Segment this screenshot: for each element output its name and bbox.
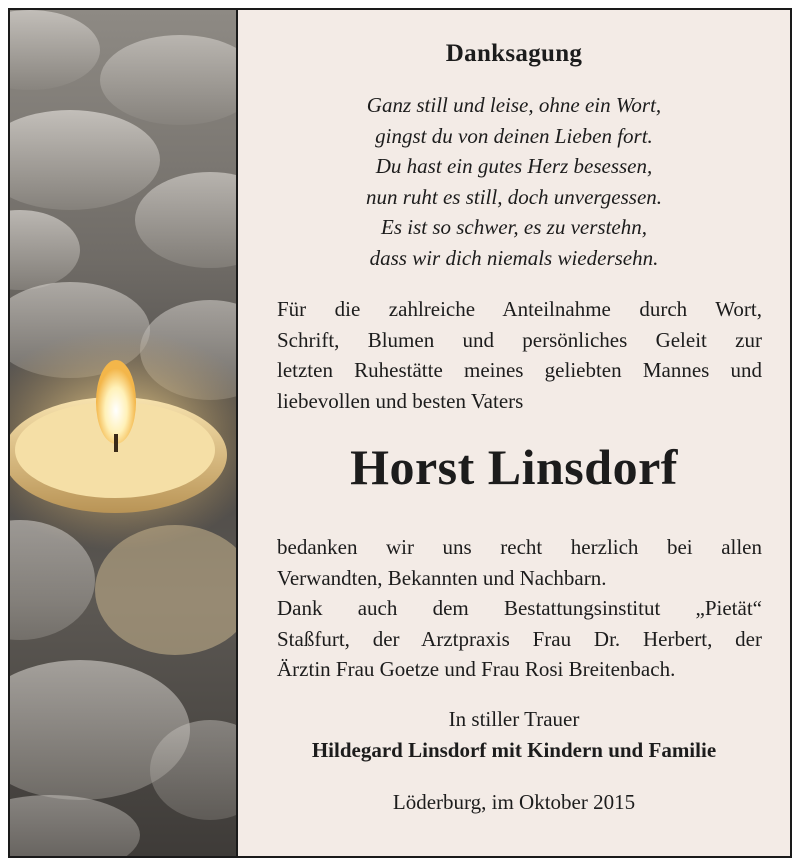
paragraph-line: Verwandten, Bekannten und Nachbarn. [277,565,607,590]
poem-line: Ganz still und leise, ohne ein Wort, [366,93,662,117]
mourning-block [238,704,790,765]
thanks-paragraph [277,532,762,685]
paragraph-line: letzten Ruhestätte meines geliebten Mannes und [277,358,762,382]
candle-image [10,10,236,856]
paragraph-line: Ärztin Frau Goetze und Frau Rosi Breitenbach. [277,657,676,681]
poem-line: dass wir dich niemals wiedersehn. [369,245,659,270]
mourning-line: In stiller Trauer [448,707,580,731]
paragraph-line: Dank auch dem Bestattungsinstitut „Pietät“ [277,596,762,620]
text-panel [236,10,790,856]
candle-photo [10,10,236,856]
mourners: Hildegard Linsdorf mit Kindern und Familie [311,737,717,762]
paragraph-line: liebevollen und besten Vaters [277,388,524,413]
deceased-name: Horst Linsdorf [350,439,678,495]
paragraph-line: Für die zahlreiche Anteilnahme durch Wort, [277,297,762,321]
paragraph-line: bedanken wir uns recht herzlich bei allen [277,535,762,559]
notice-frame [8,8,792,858]
place-date: Löderburg, im Oktober 2015 [392,790,636,814]
poem-line: Es ist so schwer, es zu verstehn, [381,215,647,239]
paragraph-line: Staßfurt, der Arztpraxis Frau Dr. Herbert, der [277,626,762,651]
poem-line: nun ruht es still, doch unvergessen. [365,184,663,209]
gratitude-paragraph [277,294,762,416]
paragraph-line: Schrift, Blumen und persönliches Geleit zur [277,327,762,352]
poem-line: Du hast ein gutes Herz besessen, [375,154,653,178]
poem [238,90,790,273]
poem-line: gingst du von deinen Lieben fort. [375,123,653,148]
heading: Danksagung [445,40,583,67]
